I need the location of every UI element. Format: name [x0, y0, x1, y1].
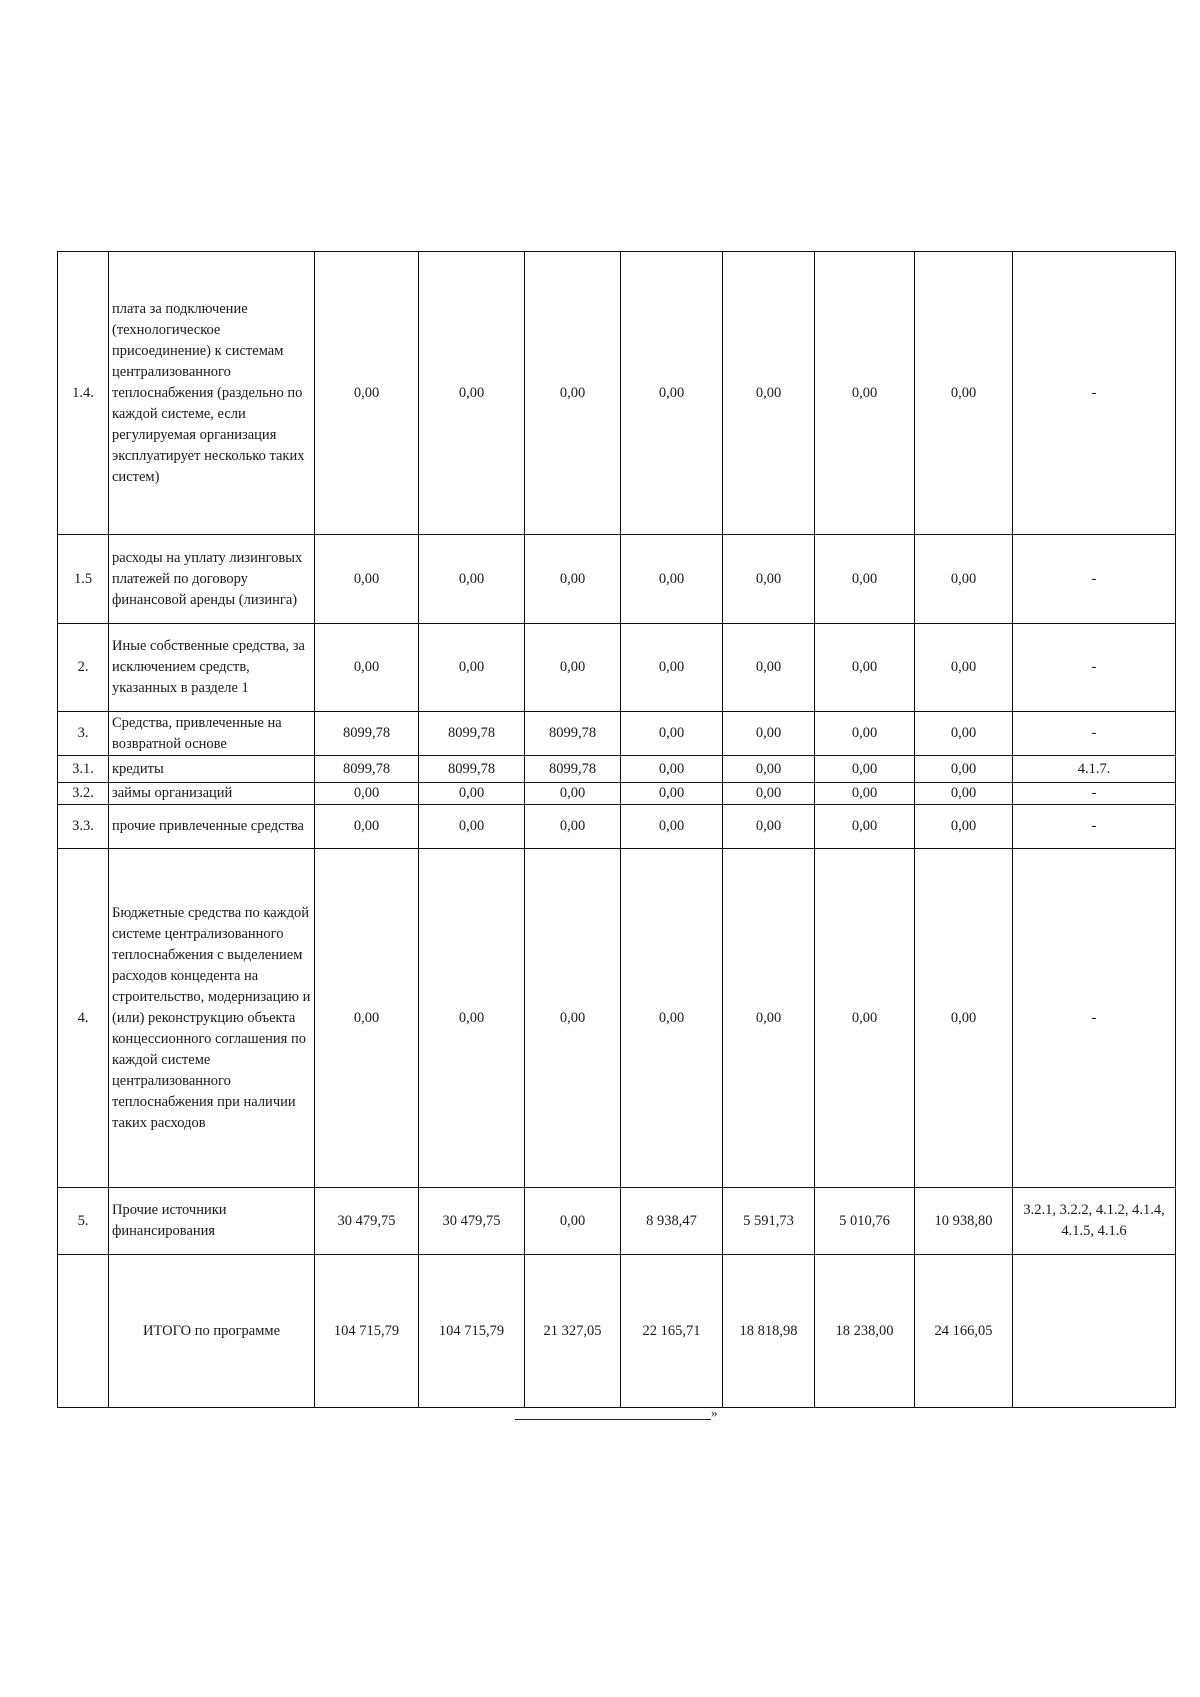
value-cell: 8099,78	[419, 712, 525, 756]
value-cell: 0,00	[315, 252, 419, 535]
row-description: займы организаций	[109, 783, 315, 805]
value-cell: 0,00	[915, 805, 1013, 849]
value-cell: 0,00	[723, 624, 815, 712]
value-cell: 0,00	[315, 805, 419, 849]
total-value-cell: 22 165,71	[621, 1255, 723, 1408]
value-cell: 8099,78	[419, 756, 525, 783]
value-cell: 0,00	[419, 624, 525, 712]
row-number: 3.1.	[58, 756, 109, 783]
row-number: 3.2.	[58, 783, 109, 805]
total-value-cell: 18 238,00	[815, 1255, 915, 1408]
value-cell: 10 938,80	[915, 1188, 1013, 1255]
signature-line	[515, 1409, 711, 1420]
reference-cell: -	[1013, 535, 1176, 624]
value-cell: 8099,78	[315, 712, 419, 756]
value-cell: 8099,78	[525, 756, 621, 783]
value-cell: 0,00	[621, 805, 723, 849]
value-cell: 0,00	[525, 849, 621, 1188]
value-cell: 0,00	[621, 756, 723, 783]
value-cell: 0,00	[815, 535, 915, 624]
value-cell: 0,00	[915, 849, 1013, 1188]
value-cell: 8099,78	[525, 712, 621, 756]
table-row	[58, 535, 1176, 624]
reference-cell	[1013, 1255, 1176, 1408]
value-cell: 30 479,75	[419, 1188, 525, 1255]
value-cell: 5 591,73	[723, 1188, 815, 1255]
value-cell: 0,00	[621, 252, 723, 535]
value-cell: 0,00	[315, 849, 419, 1188]
reference-cell: -	[1013, 805, 1176, 849]
value-cell: 0,00	[315, 783, 419, 805]
table-row	[58, 756, 1176, 783]
value-cell: 0,00	[419, 849, 525, 1188]
table-row	[58, 624, 1176, 712]
value-cell: 0,00	[815, 624, 915, 712]
total-value-cell: 18 818,98	[723, 1255, 815, 1408]
reference-cell: 4.1.7.	[1013, 756, 1176, 783]
value-cell: 8099,78	[315, 756, 419, 783]
value-cell: 0,00	[621, 624, 723, 712]
row-number: 5.	[58, 1188, 109, 1255]
value-cell: 0,00	[915, 252, 1013, 535]
value-cell: 0,00	[525, 1188, 621, 1255]
row-description: плата за подключение (технологическое присоединение) к системам централизованного теплоснабжения (раздельно по каждой системе, если регулируемая организация эксплуатирует несколько таких систем)	[109, 252, 315, 535]
table-row	[58, 252, 1176, 535]
value-cell: 0,00	[723, 712, 815, 756]
value-cell: 0,00	[315, 535, 419, 624]
row-description: Средства, привлеченные на возвратной основе	[109, 712, 315, 756]
row-number: 2.	[58, 624, 109, 712]
value-cell: 30 479,75	[315, 1188, 419, 1255]
value-cell: 5 010,76	[815, 1188, 915, 1255]
row-description: Бюджетные средства по каждой системе централизованного теплоснабжения с выделением расходов концедента на строительство, модернизацию и (или) реконструкцию объекта концессионного соглашения по каждой системе централизованного теплоснабжения при наличии таких расходов	[109, 849, 315, 1188]
reference-cell: -	[1013, 252, 1176, 535]
value-cell: 0,00	[915, 535, 1013, 624]
total-value-cell: 24 166,05	[915, 1255, 1013, 1408]
value-cell: 0,00	[915, 624, 1013, 712]
table-row	[58, 1188, 1176, 1255]
value-cell: 0,00	[525, 783, 621, 805]
total-value-cell: 104 715,79	[315, 1255, 419, 1408]
table-row	[58, 849, 1176, 1188]
row-number: 4.	[58, 849, 109, 1188]
value-cell: 0,00	[621, 535, 723, 624]
reference-cell: -	[1013, 849, 1176, 1188]
value-cell: 0,00	[621, 849, 723, 1188]
total-row	[58, 1255, 1176, 1408]
value-cell: 0,00	[419, 783, 525, 805]
value-cell: 0,00	[723, 783, 815, 805]
closing-quote-mark: »	[711, 1405, 718, 1420]
total-value-cell: 104 715,79	[419, 1255, 525, 1408]
value-cell: 0,00	[525, 624, 621, 712]
value-cell: 0,00	[815, 712, 915, 756]
value-cell: 0,00	[915, 712, 1013, 756]
row-description: Прочие источники финансирования	[109, 1188, 315, 1255]
table-row	[58, 783, 1176, 805]
value-cell: 0,00	[723, 805, 815, 849]
total-value-cell: 21 327,05	[525, 1255, 621, 1408]
financing-table	[57, 251, 1176, 1408]
value-cell: 0,00	[525, 252, 621, 535]
value-cell: 0,00	[525, 805, 621, 849]
value-cell: 0,00	[621, 712, 723, 756]
value-cell: 0,00	[723, 252, 815, 535]
value-cell: 0,00	[815, 252, 915, 535]
value-cell: 0,00	[915, 783, 1013, 805]
row-number: 1.4.	[58, 252, 109, 535]
reference-cell: -	[1013, 783, 1176, 805]
value-cell: 0,00	[815, 783, 915, 805]
row-description: Иные собственные средства, за исключением средств, указанных в разделе 1	[109, 624, 315, 712]
value-cell: 0,00	[723, 849, 815, 1188]
value-cell: 0,00	[315, 624, 419, 712]
value-cell: 0,00	[419, 252, 525, 535]
value-cell: 8 938,47	[621, 1188, 723, 1255]
value-cell: 0,00	[815, 849, 915, 1188]
row-description: расходы на уплату лизинговых платежей по договору финансовой аренды (лизинга)	[109, 535, 315, 624]
value-cell: 0,00	[621, 783, 723, 805]
value-cell: 0,00	[723, 756, 815, 783]
row-number: 1.5	[58, 535, 109, 624]
value-cell: 0,00	[419, 535, 525, 624]
value-cell: 0,00	[815, 756, 915, 783]
reference-cell: -	[1013, 624, 1176, 712]
reference-cell: -	[1013, 712, 1176, 756]
row-number: 3.	[58, 712, 109, 756]
value-cell: 0,00	[723, 535, 815, 624]
row-number: 3.3.	[58, 805, 109, 849]
row-number	[58, 1255, 109, 1408]
reference-cell: 3.2.1, 3.2.2, 4.1.2, 4.1.4, 4.1.5, 4.1.6	[1013, 1188, 1176, 1255]
table-row	[58, 712, 1176, 756]
row-description: прочие привлеченные средства	[109, 805, 315, 849]
table-row	[58, 805, 1176, 849]
value-cell: 0,00	[915, 756, 1013, 783]
value-cell: 0,00	[525, 535, 621, 624]
row-description: кредиты	[109, 756, 315, 783]
value-cell: 0,00	[815, 805, 915, 849]
total-label: ИТОГО по программе	[109, 1255, 315, 1408]
closing-line	[515, 1406, 718, 1420]
value-cell: 0,00	[419, 805, 525, 849]
